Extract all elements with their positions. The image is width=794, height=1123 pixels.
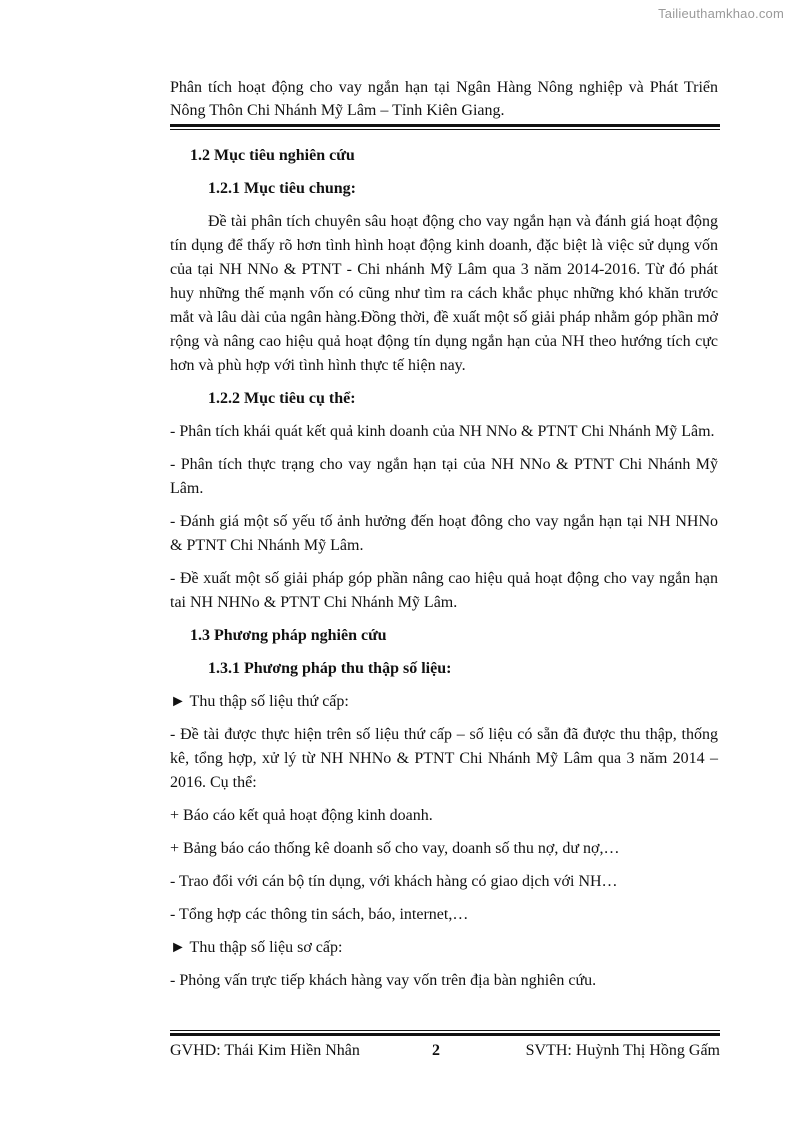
- footer-student: SVTH: Huỳnh Thị Hồng Gấm: [525, 1042, 720, 1059]
- list-item: + Bảng báo cáo thống kê doanh số cho vay, doanh số thu nợ, dư nợ,…: [170, 840, 620, 857]
- section-heading-1-2: 1.2 Mục tiêu nghiên cứu: [190, 147, 355, 164]
- paragraph-general-objective: Đề tài phân tích chuyên sâu hoạt động cho vay ngắn hạn và đánh giá hoạt động tín dụng để thấy rõ hơn tình hình hoạt động kinh doanh, đặc biệt là việc sử dụng vốn của tại NH NNo & PTNT - Chi nhánh Mỹ Lâm qua 3 năm 2014-2016. Từ đó phát huy những thế mạnh vốn có cũng như tìm ra cách khắc phục những khó khăn trước mắt và lâu dài của ngân hàng.Đồng thời, đề xuất một số giải pháp nhằm góp phần mở rộng và nâng cao hiệu quả hoạt động tín dụng ngắn hạn của NH theo hướng tích cực hơn và phù hợp với tình hình thực tế hiện nay.: [170, 213, 718, 374]
- list-item: - Đề xuất một số giải pháp góp phần nâng cao hiệu quả hoạt động cho vay ngắn hạn tai NH NHNo & PTNT Chi Nhánh Mỹ Lâm.: [170, 570, 718, 611]
- list-item: ► Thu thập số liệu thứ cấp:: [170, 693, 349, 710]
- footer-rule-thin: [170, 1030, 720, 1031]
- list-item: + Báo cáo kết quả hoạt động kinh doanh.: [170, 807, 433, 824]
- list-item: - Đề tài được thực hiện trên số liệu thứ cấp – số liệu có sẵn đã được thu thập, thống kê, tổng hợp, xử lý từ NH NHNo & PTNT Chi Nhánh Mỹ Lâm qua 3 năm 2014 – 2016. Cụ thể:: [170, 726, 718, 791]
- footer-advisor: GVHD: Thái Kim Hiền Nhân: [170, 1042, 360, 1059]
- list-item: - Phân tích khái quát kết quả kinh doanh của NH NNo & PTNT Chi Nhánh Mỹ Lâm.: [170, 423, 715, 440]
- page-body: [170, 144, 718, 1002]
- list-item: - Trao đổi với cán bộ tín dụng, với khách hàng có giao dịch với NH…: [170, 873, 618, 890]
- list-item: - Đánh giá một số yếu tố ảnh hưởng đến hoạt đông cho vay ngắn hạn tại NH NHNo & PTNT Chi Nhánh Mỹ Lâm.: [170, 513, 718, 554]
- subsection-heading-1-2-2: 1.2.2 Mục tiêu cụ thể:: [208, 390, 356, 407]
- header-rule-thin: [170, 129, 720, 130]
- header-rule: [170, 124, 720, 127]
- list-item: ► Thu thập số liệu sơ cấp:: [170, 939, 343, 956]
- footer-rule: [170, 1033, 720, 1036]
- section-heading-1-3: 1.3 Phương pháp nghiên cứu: [190, 627, 387, 644]
- page-number: 2: [432, 1042, 440, 1059]
- list-item: - Tổng hợp các thông tin sách, báo, internet,…: [170, 906, 469, 923]
- list-item: - Phân tích thực trạng cho vay ngắn hạn tại của NH NNo & PTNT Chi Nhánh Mỹ Lâm.: [170, 456, 718, 497]
- subsection-heading-1-2-1: 1.2.1 Mục tiêu chung:: [208, 180, 356, 197]
- running-header: Phân tích hoạt động cho vay ngắn hạn tại Ngân Hàng Nông nghiệp và Phát Triển Nông Thôn Chi Nhánh Mỹ Lâm – Tỉnh Kiên Giang.: [170, 79, 718, 119]
- watermark: Tailieuthamkhao.com: [658, 6, 784, 21]
- subsection-heading-1-3-1: 1.3.1 Phương pháp thu thập số liệu:: [208, 660, 452, 677]
- list-item: - Phỏng vấn trực tiếp khách hàng vay vốn trên địa bàn nghiên cứu.: [170, 972, 597, 989]
